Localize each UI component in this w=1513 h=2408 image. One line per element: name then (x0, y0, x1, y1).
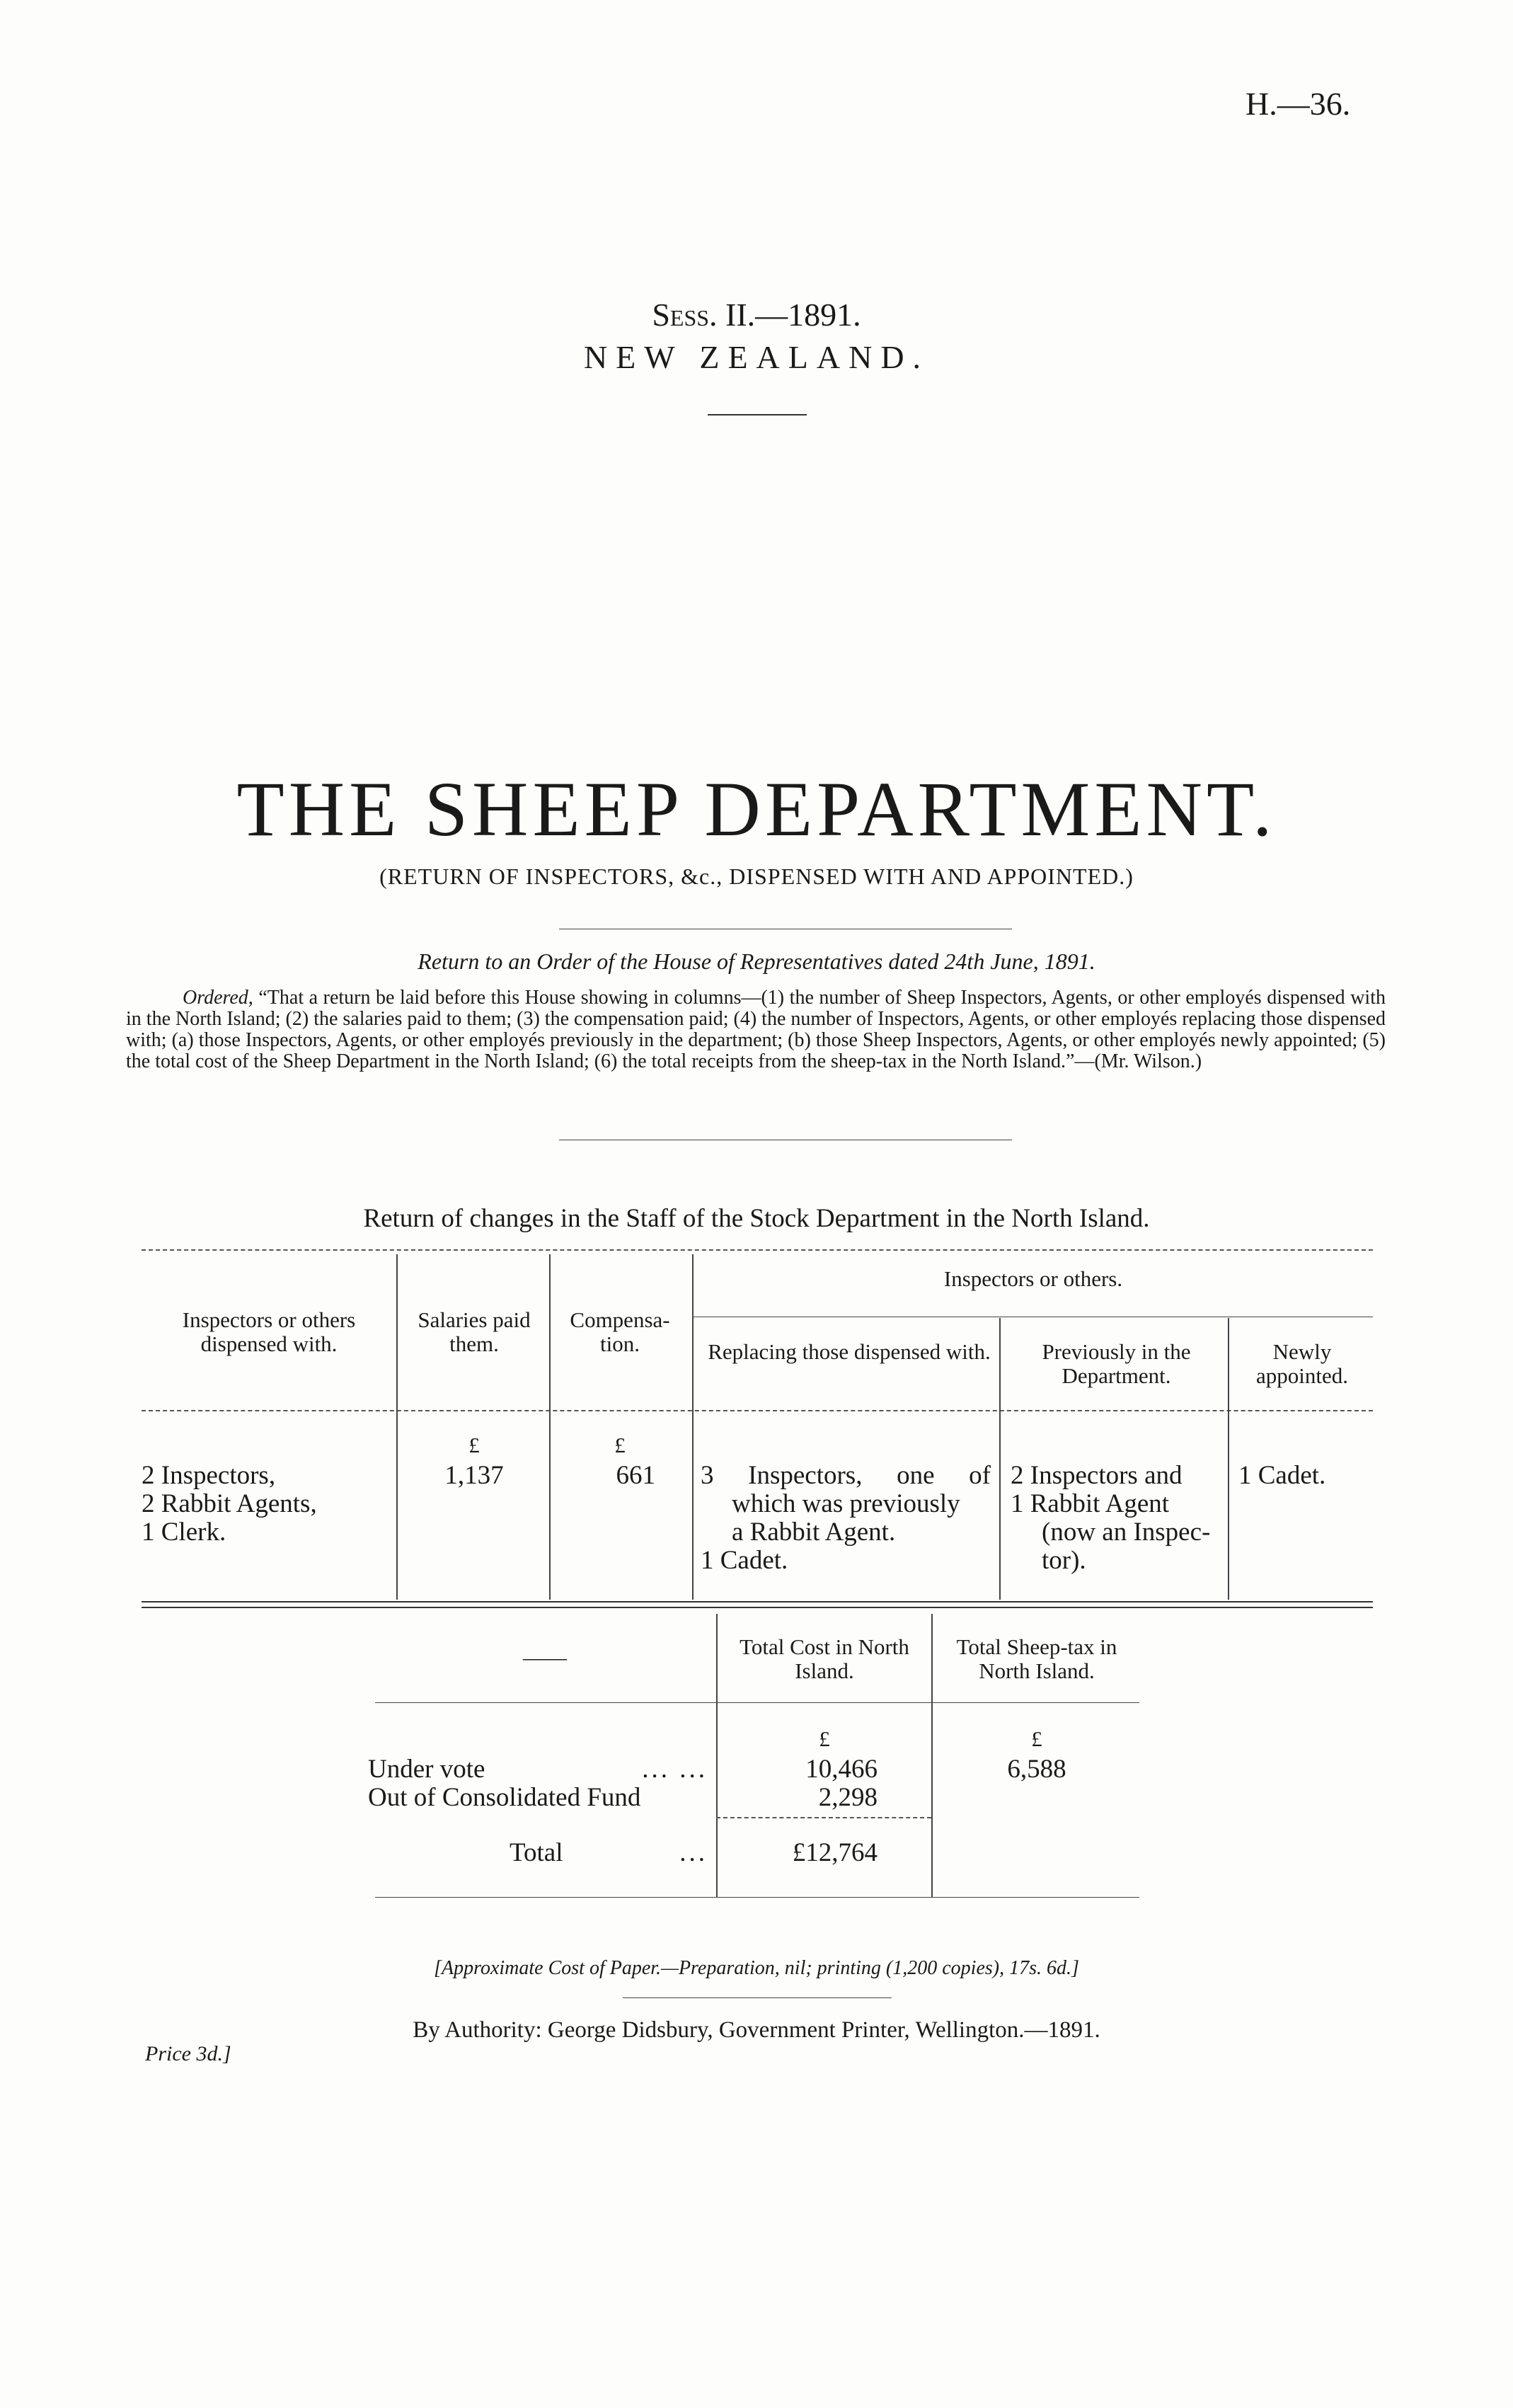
group-header: Inspectors or others. (943, 1266, 1123, 1291)
header-previously: Previously in the Department. (1042, 1339, 1191, 1388)
col-divider-5 (1228, 1318, 1229, 1600)
sheep-tax-value: 6,588 (1007, 1755, 1066, 1784)
replacing-line: which was previously (732, 1489, 960, 1518)
currency-salaries: £ (468, 1433, 480, 1457)
cost-header-rule (375, 1702, 1139, 1703)
cost-row-leader: ... ... (642, 1755, 708, 1784)
dispensed-line: 1 Clerk. (142, 1518, 226, 1547)
total-label: Total (510, 1838, 563, 1867)
cost-row-label: Out of Consolidated Fund (368, 1783, 641, 1812)
currency-sheep-tax: £ (1031, 1726, 1042, 1751)
header-salaries: Salaries paid them. (418, 1307, 531, 1356)
cost-row-value: 10,466 (805, 1755, 878, 1784)
replacing-cell (701, 1462, 991, 1575)
previously-line: (now an Inspec- (1042, 1518, 1211, 1547)
col-divider-4 (999, 1318, 1001, 1600)
header-sheep-tax: Total Sheep-tax in North Island. (956, 1634, 1117, 1683)
previously-line: tor). (1042, 1546, 1086, 1575)
cost-col-divider-2 (931, 1614, 933, 1897)
header-compensation: Compensa- tion. (570, 1307, 670, 1356)
cost-col-divider-1 (716, 1614, 718, 1897)
printer-authority: By Authority: George Didsbury, Government Printer, Wellington.—1891. (413, 2017, 1100, 2043)
replacing-line: 3 Inspectors, one of (701, 1461, 991, 1490)
page-reference: H.—36. (1246, 86, 1351, 122)
session-line: Sess. II.—1891. (652, 297, 861, 333)
col-divider-3 (692, 1254, 694, 1600)
footer-divider (623, 1997, 892, 1998)
table-bottom-rule-2 (142, 1607, 1373, 1608)
cost-bottom-rule (375, 1897, 1139, 1898)
previously-line: 1 Rabbit Agent (1011, 1489, 1170, 1518)
cost-total-rule (716, 1817, 931, 1818)
compensation-cell: 661 (616, 1461, 655, 1490)
dispensed-cell (142, 1462, 317, 1547)
col-divider-2 (549, 1254, 551, 1600)
document-subtitle: (RETURN OF INSPECTORS, &c., DISPENSED WITH AND APPOINTED.) (379, 864, 1134, 889)
header-total-cost: Total Cost in North Island. (740, 1634, 909, 1683)
header-divider (708, 414, 807, 415)
replacing-line: 1 Cadet. (701, 1546, 788, 1575)
currency-total-cost: £ (819, 1726, 830, 1751)
order-text: “That a return be laid before this House showing in columns—(1) the number of Sheep Inspectors, Agents, or other employés dispensed with in the North Island; (2) the salaries paid to them; (3) the compensation paid; (4) the number of Inspectors, Agents, or other employés replacing those dispensed with; (a) those Inspectors, Agents, or other employés previously in the department; (b) those Sheep Inspectors, Agents, or other employés newly appointed; (5) the total cost of the Sheep Department in the North Island; (6) the total receipts from the sheep-tax in the North Island.”—(Mr. Wilson.) (126, 987, 1386, 1072)
header-replacing: Replacing those dispensed with. (708, 1339, 991, 1364)
newly-cell: 1 Cadet. (1238, 1461, 1326, 1490)
dispensed-line: 2 Rabbit Agents, (142, 1489, 317, 1518)
order-heading: Return to an Order of the House of Representatives dated 24th June, 1891. (418, 948, 1095, 974)
order-paragraph (126, 987, 1386, 1072)
document-title: THE SHEEP DEPARTMENT. (236, 766, 1277, 852)
country-line: NEW ZEALAND. (583, 339, 930, 375)
dispensed-line: 2 Inspectors, (142, 1461, 276, 1490)
replacing-line: a Rabbit Agent. (732, 1518, 896, 1547)
currency-compensation: £ (614, 1433, 626, 1457)
cost-of-paper-note: [Approximate Cost of Paper.—Preparation, nil; printing (1,200 copies), 17s. 6d.] (434, 1957, 1079, 1979)
table-bottom-rule (142, 1601, 1373, 1603)
cost-stub-dash: —— (523, 1645, 567, 1670)
table-title: Return of changes in the Staff of the Stock Department in the North Island. (363, 1204, 1150, 1233)
header-newly: Newly appointed. (1256, 1339, 1348, 1388)
cost-row-value: 2,298 (818, 1783, 878, 1812)
header-dispensed: Inspectors or others dispensed with. (182, 1307, 356, 1356)
previously-cell (1011, 1462, 1223, 1575)
col-divider-1 (396, 1254, 398, 1600)
salaries-cell: 1,137 (444, 1461, 504, 1490)
header-bottom-rule (142, 1410, 1373, 1411)
price-note: Price 3d.] (145, 2042, 231, 2065)
order-lead: Ordered, (183, 987, 253, 1009)
total-leader: ... (679, 1838, 708, 1867)
table-top-rule (142, 1249, 1373, 1251)
cost-row-label: Under vote (368, 1755, 485, 1784)
previously-line: 2 Inspectors and (1011, 1461, 1183, 1490)
total-value: £12,764 (792, 1838, 878, 1867)
